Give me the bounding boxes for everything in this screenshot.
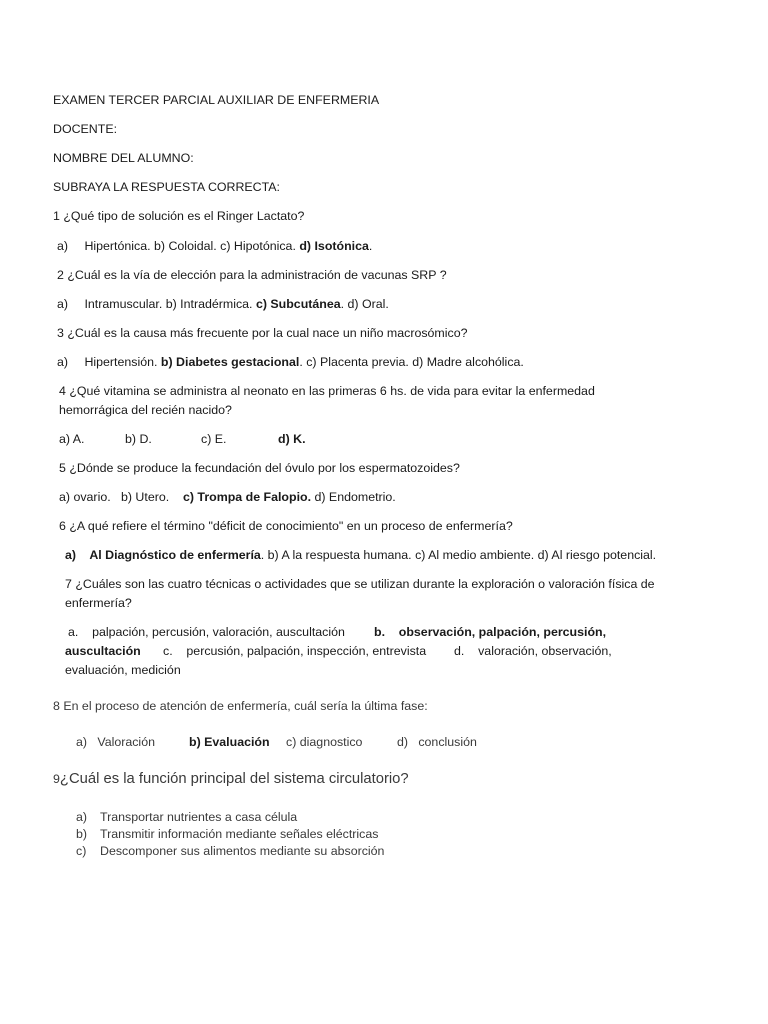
option-label: b) bbox=[76, 827, 88, 841]
docente-label: DOCENTE: bbox=[53, 122, 118, 136]
options-end: . bbox=[368, 239, 373, 253]
question-7-opt-a: a. palpación, percusión, valoración, auscultación bbox=[68, 625, 345, 639]
question-4-opt-a: a) A. bbox=[59, 432, 85, 446]
question-1-options bbox=[57, 237, 372, 256]
question-8-opt-a: a) Valoración bbox=[76, 735, 155, 749]
question-9 bbox=[53, 770, 409, 789]
question-5: 5 ¿Dónde se produce la fecundación del óvulo por los espermatozoides? bbox=[59, 461, 460, 475]
options-end: . c) Placenta previa. d) Madre alcohólica. bbox=[299, 355, 524, 369]
correct-answer: d) K. bbox=[278, 432, 306, 446]
question-2-options bbox=[57, 295, 389, 314]
options-text: Intramuscular. b) Intradérmica. bbox=[84, 297, 253, 311]
options-end: . b) A la respuesta humana. c) Al medio ambiente. d) Al riesgo potencial. bbox=[260, 548, 657, 562]
question-8: 8 En el proceso de atención de enfermería, cuál sería la última fase: bbox=[53, 699, 428, 713]
question-4-opt-c: c) E. bbox=[201, 432, 227, 446]
options-end: . d) Oral. bbox=[340, 297, 389, 311]
exam-title: EXAMEN TERCER PARCIAL AUXILIAR DE ENFERMERIA bbox=[53, 93, 380, 107]
question-1: 1 ¿Qué tipo de solución es el Ringer Lactato? bbox=[53, 209, 305, 223]
correct-answer: c) Subcutánea bbox=[255, 297, 341, 311]
question-5-options bbox=[59, 488, 396, 507]
option-label: a) bbox=[76, 810, 88, 824]
option-label: c) bbox=[76, 844, 87, 858]
correct-answer: a) Al Diagnóstico de enfermería bbox=[65, 548, 261, 562]
question-3-options bbox=[57, 353, 524, 372]
question-7: 7 ¿Cuáles son las cuatro técnicas o actividades que se utilizan durante la exploración o valoración física de enfermería? bbox=[65, 577, 655, 610]
options-end: d) Endometrio. bbox=[311, 490, 396, 504]
question-3: 3 ¿Cuál es la causa más frecuente por la cual nace un niño macrosómico? bbox=[57, 326, 468, 340]
correct-answer: d) Isotónica bbox=[299, 239, 369, 253]
options-text: Hipertensión. bbox=[84, 355, 158, 369]
correct-answer: b) Diabetes gestacional bbox=[160, 355, 300, 369]
option-text: Transportar nutrientes a casa célula bbox=[100, 810, 298, 824]
question-9-number: 9 bbox=[53, 772, 60, 786]
options-text: a) ovario. b) Utero. bbox=[59, 490, 170, 504]
question-4: 4 ¿Qué vitamina se administra al neonato en las primeras 6 hs. de vida para evitar la enfermedad hemorrágica del recién nacido? bbox=[59, 384, 595, 417]
correct-answer: c) Trompa de Falopio. bbox=[182, 490, 312, 504]
question-6: 6 ¿A qué refiere el término "déficit de conocimiento" en un proceso de enfermería? bbox=[59, 519, 513, 533]
question-7-opt-d-line2: evaluación, medición bbox=[65, 663, 181, 677]
student-name-label: NOMBRE DEL ALUMNO: bbox=[53, 151, 194, 165]
question-9-text: ¿Cuál es la función principal del sistema circulatorio? bbox=[59, 771, 409, 787]
question-8-opt-c: c) diagnostico bbox=[286, 735, 363, 749]
question-4-opt-b: b) D. bbox=[125, 432, 152, 446]
option-label: a) bbox=[57, 297, 69, 311]
options-text: Hipertónica. b) Coloidal. c) Hipotónica. bbox=[84, 239, 296, 253]
option-label: a) bbox=[57, 239, 69, 253]
correct-answer: b) Evaluación bbox=[189, 735, 270, 749]
question-7-opt-d-line1: d. valoración, observación, bbox=[454, 644, 612, 658]
question-6-options bbox=[65, 546, 656, 565]
option-label: a) bbox=[57, 355, 69, 369]
option-text: Transmitir información mediante señales eléctricas bbox=[100, 827, 379, 841]
question-7-opt-c: c. percusión, palpación, inspección, entrevista bbox=[163, 644, 427, 658]
question-9-option bbox=[76, 842, 384, 861]
option-text: Descomponer sus alimentos mediante su absorción bbox=[100, 844, 385, 858]
question-2: 2 ¿Cuál es la vía de elección para la administración de vacunas SRP ? bbox=[57, 268, 447, 282]
instruction: SUBRAYA LA RESPUESTA CORRECTA: bbox=[53, 180, 280, 194]
correct-answer-line1: b. observación, palpación, percusión, bbox=[374, 625, 607, 639]
question-8-opt-d: d) conclusión bbox=[397, 735, 477, 749]
correct-answer-line2: auscultación bbox=[65, 644, 141, 658]
